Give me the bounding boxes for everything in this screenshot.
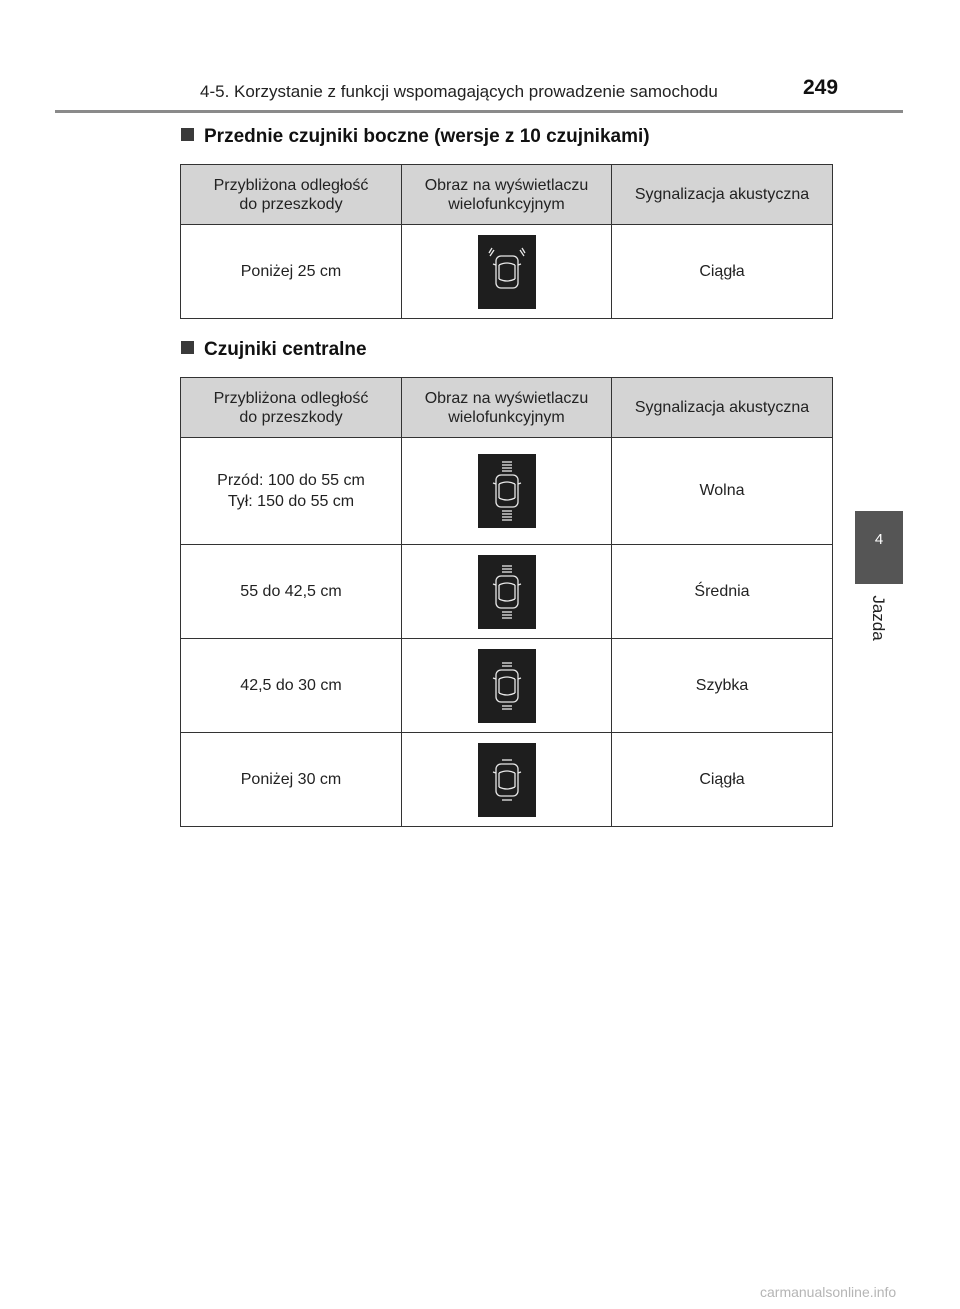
distance-cell: 55 do 42,5 cm <box>181 545 402 639</box>
chapter-label-text: Jazda <box>869 595 888 641</box>
car-front-corner-sensors-icon <box>478 235 536 309</box>
display-cell <box>402 639 612 733</box>
header-rule <box>55 110 903 113</box>
car-sensor-level-2-icon <box>478 649 536 723</box>
sound-cell: Wolna <box>612 438 833 545</box>
sound-cell: Ciągła <box>612 225 833 319</box>
chapter-label <box>854 590 902 650</box>
table-row <box>181 639 833 733</box>
sound-cell: Szybka <box>612 639 833 733</box>
car-sensor-level-4-icon <box>478 454 536 528</box>
column-header-display: Obraz na wyświetlaczu wielofunkcyjnym <box>402 378 612 438</box>
table-row <box>181 225 833 319</box>
table-row <box>181 438 833 545</box>
watermark: carmanualsonline.info <box>760 1284 897 1300</box>
section-heading-central <box>181 339 367 361</box>
column-header-display: Obraz na wyświetlaczu wielofunkcyjnym <box>402 165 612 225</box>
column-header-distance: Przybliżona odległość do przeszkody <box>181 378 402 438</box>
chapter-number: 4 <box>874 531 884 548</box>
table-row <box>181 733 833 827</box>
distance-cell: 42,5 do 30 cm <box>181 639 402 733</box>
display-cell <box>402 733 612 827</box>
front-side-sensors-table <box>180 164 833 319</box>
sound-cell: Średnia <box>612 545 833 639</box>
car-sensor-level-1-icon <box>478 743 536 817</box>
column-header-sound: Sygnalizacja akustyczna <box>612 165 833 225</box>
display-cell <box>402 438 612 545</box>
sound-cell: Ciągła <box>612 733 833 827</box>
section-heading-text: Przednie czujniki boczne (wersje z 10 czujnikami) <box>204 126 650 147</box>
table-header-row <box>181 165 833 225</box>
display-cell <box>402 545 612 639</box>
distance-cell: Poniżej 30 cm <box>181 733 402 827</box>
square-bullet-icon <box>181 128 194 141</box>
table-header-row <box>181 378 833 438</box>
distance-cell: Poniżej 25 cm <box>181 225 402 319</box>
column-header-distance: Przybliżona odległość do przeszkody <box>181 165 402 225</box>
section-heading-front-side <box>181 126 650 148</box>
section-heading-text: Czujniki centralne <box>204 339 367 360</box>
header-title: 4-5. Korzystanie z funkcji wspomagających prowadzenie samochodu <box>200 82 718 101</box>
page-number: 249 <box>803 76 839 99</box>
display-cell <box>402 225 612 319</box>
chapter-tab <box>855 511 903 584</box>
distance-cell: Przód: 100 do 55 cm Tył: 150 do 55 cm <box>181 438 402 545</box>
column-header-sound: Sygnalizacja akustyczna <box>612 378 833 438</box>
central-sensors-table <box>180 377 833 827</box>
square-bullet-icon <box>181 341 194 354</box>
car-sensor-level-3-icon <box>478 555 536 629</box>
table-row <box>181 545 833 639</box>
